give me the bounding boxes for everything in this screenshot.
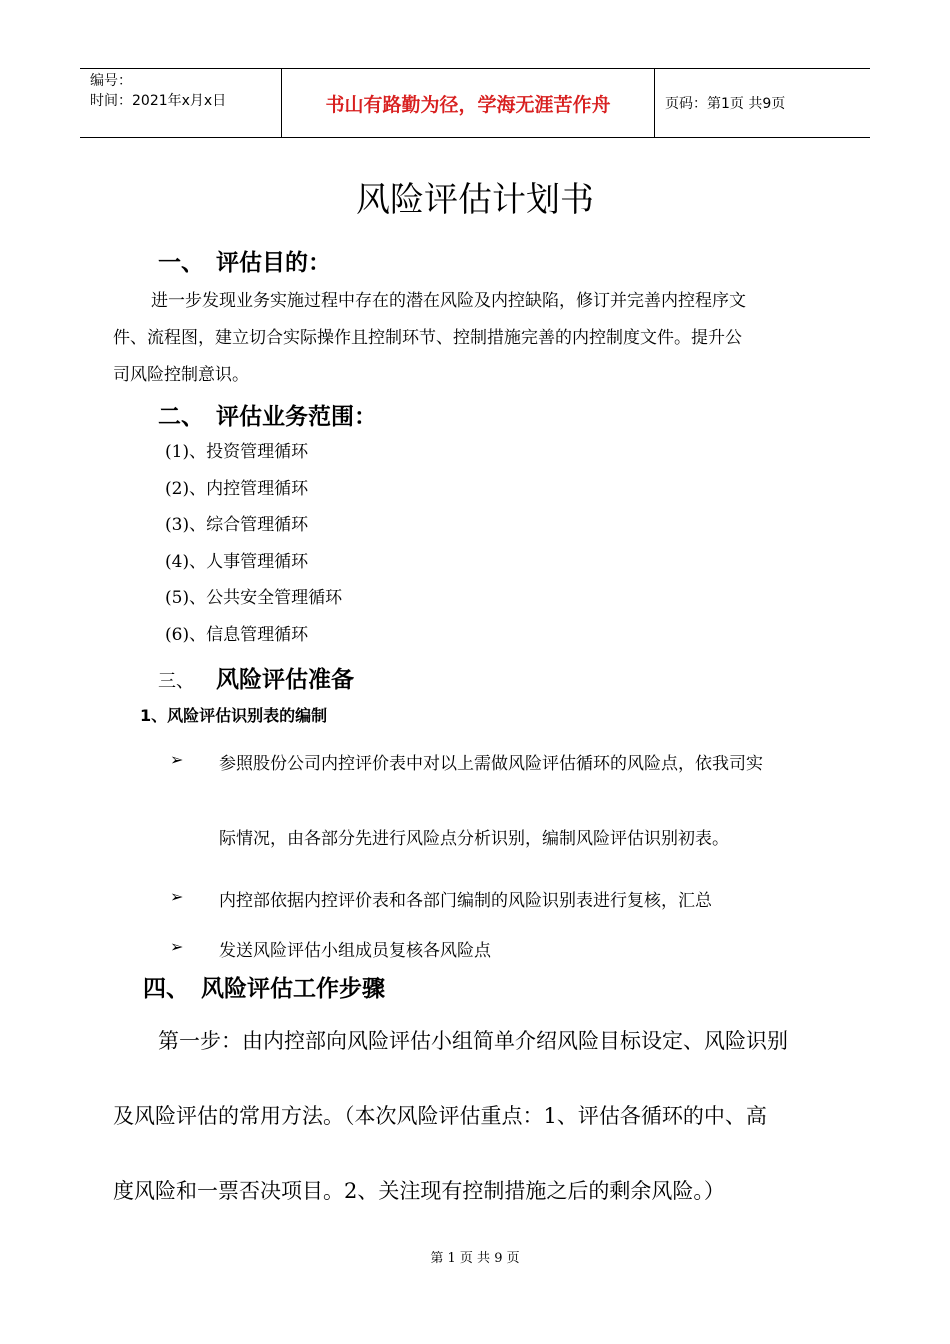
section-number: 四、	[143, 976, 189, 1002]
step-paragraph-line: 第一步：由内控部向风险评估小组简单介绍风险目标设定、风险识别	[158, 1029, 788, 1053]
bullet-item-2: 内控部依据内控评价表和各部门编制的风险识别表进行复核，汇总	[219, 891, 712, 911]
list-item: (3)、综合管理循环	[165, 515, 309, 535]
paragraph-line: 进一步发现业务实施过程中存在的潜在风险及内控缺陷，修订并完善内控程序文	[151, 291, 746, 311]
list-item: (5)、公共安全管理循环	[165, 588, 343, 608]
bullet-item-1-line-1: 参照股份公司内控评价表中对以上需做风险评估循环的风险点，依我司实	[219, 754, 763, 774]
business-scope-list	[165, 434, 342, 653]
header-motto: 书山有路勤为径，学海无涯苦作舟	[282, 69, 655, 137]
document-number-label: 编号：	[90, 73, 132, 89]
page-header	[80, 68, 870, 138]
list-item: (1)、投资管理循环	[165, 442, 309, 462]
section-title: 评估目的：	[216, 250, 331, 276]
arrow-bullet-icon: ➢	[170, 750, 184, 769]
document-date: 时间：2021年x月x日	[90, 93, 227, 109]
arrow-bullet-icon: ➢	[170, 887, 184, 906]
document-title: 风险评估计划书	[356, 180, 594, 220]
section-heading-4	[143, 970, 385, 1003]
paragraph-line: 件、流程图，建立切合实际操作且控制环节、控制措施完善的内控制度文件。提升公	[113, 328, 742, 348]
header-page-info: 页码：第1页 共9页	[665, 96, 786, 112]
page-footer: 第 1 页 共 9 页	[430, 1251, 520, 1266]
section-number: 二、	[158, 404, 204, 430]
section-number: 三、	[158, 671, 194, 692]
section-title: 风险评估工作步骤	[201, 976, 385, 1002]
arrow-bullet-icon: ➢	[170, 937, 184, 956]
subsection-heading: 1、风险评估识别表的编制	[140, 706, 328, 725]
bullet-item-1-line-2: 际情况，由各部分先进行风险点分析识别，编制风险评估识别初表。	[219, 829, 729, 849]
paragraph-line: 司风险控制意识。	[113, 365, 249, 385]
list-item: (4)、人事管理循环	[165, 551, 309, 572]
section-heading-3	[158, 661, 354, 694]
step-paragraph-line: 及风险评估的常用方法。（本次风险评估重点：1、评估各循环的中、高	[113, 1104, 767, 1128]
header-meta	[80, 69, 282, 137]
section-1-paragraph	[113, 283, 838, 394]
section-heading-1	[158, 244, 331, 277]
section-heading-2	[158, 398, 377, 431]
section-title: 评估业务范围：	[216, 404, 377, 430]
section-title: 风险评估准备	[216, 667, 354, 693]
list-item: (2)、内控管理循环	[165, 478, 309, 499]
list-item: (6)、信息管理循环	[165, 624, 309, 645]
section-number: 一、	[158, 250, 204, 276]
step-paragraph-line: 度风险和一票否决项目。2、关注现有控制措施之后的剩余风险。）	[113, 1179, 725, 1203]
bullet-item-3: 发送风险评估小组成员复核各风险点	[219, 941, 491, 961]
